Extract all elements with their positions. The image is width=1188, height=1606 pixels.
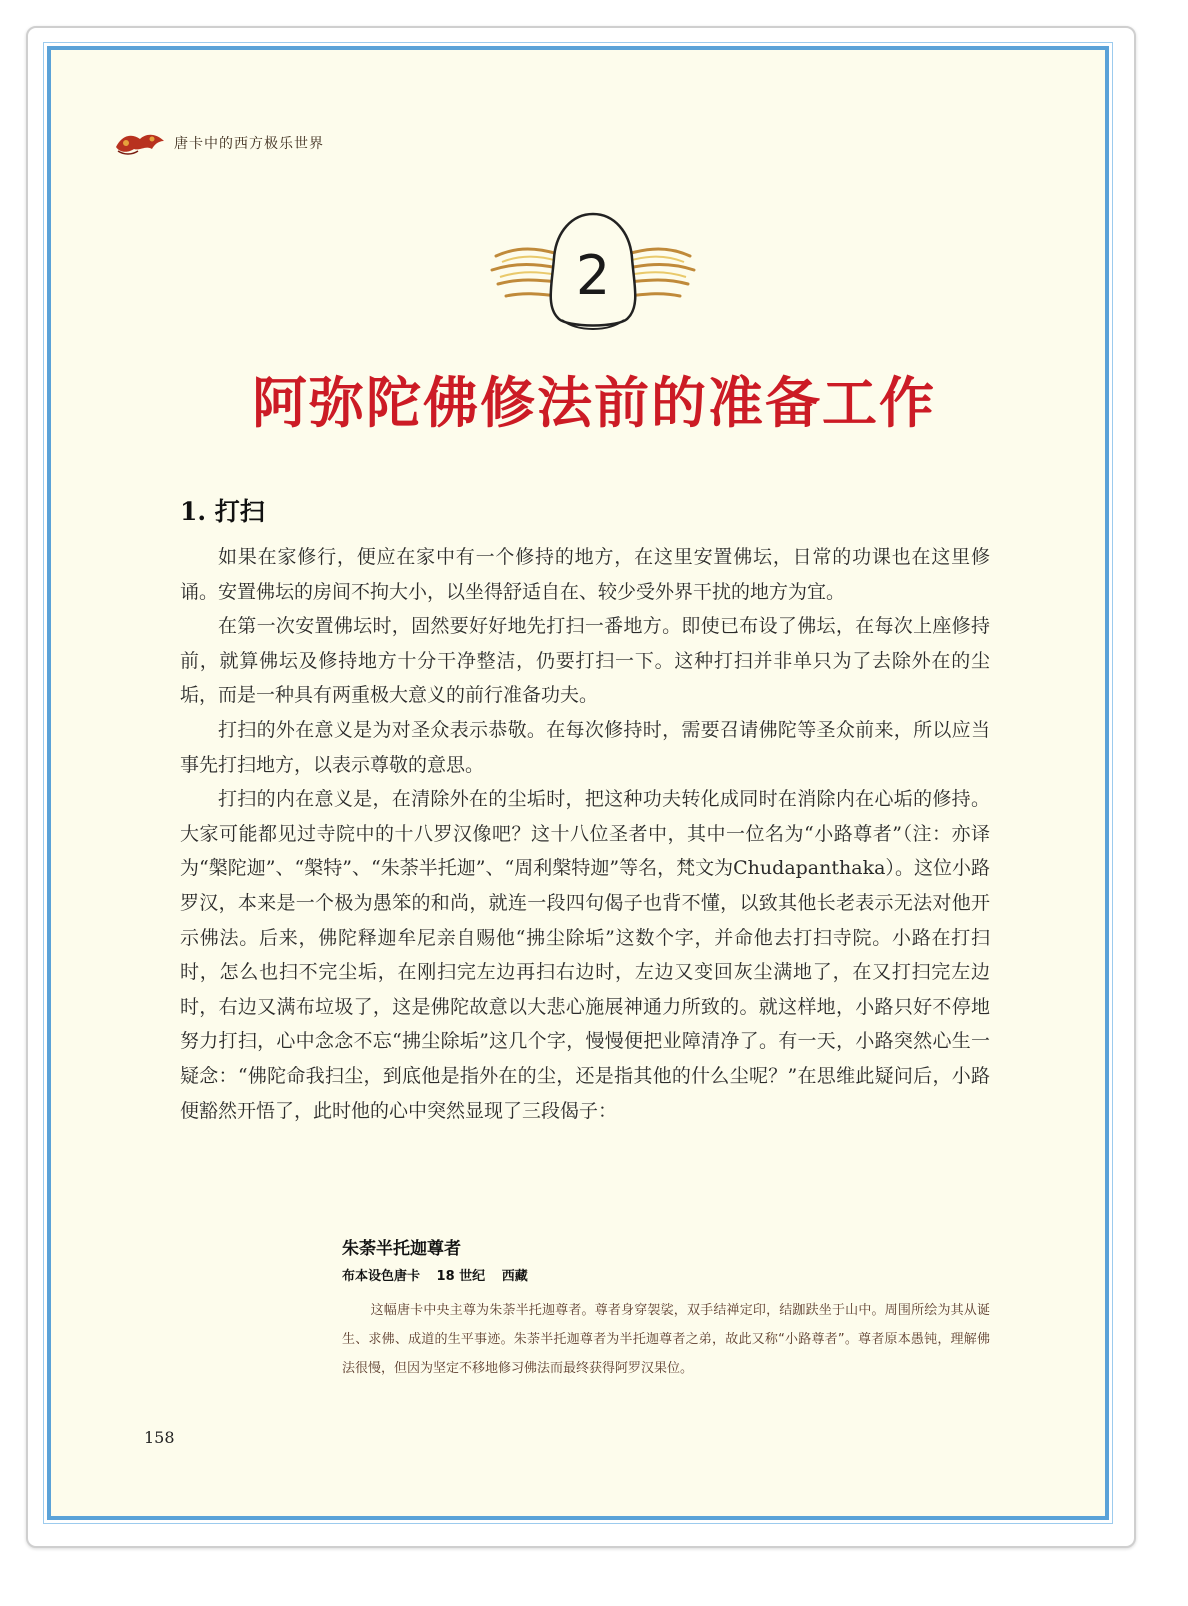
paragraph: 如果在家修行，便应在家中有一个修持的地方，在这里安置佛坛，日常的功课也在这里修诵。安置佛坛的房间不拘大小，以坐得舒适自在、较少受外界干扰的地方为宜。 xyxy=(180,546,990,603)
caption-medium: 布本设色唐卡 xyxy=(342,1269,421,1284)
paragraph: 在第一次安置佛坛时，固然要好好地先打扫一番地方。即使已布设了佛坛，在每次上座修持前，就算佛坛及修持地方十分干净整洁，仍要打扫一下。这种打扫并非单只为了去除外在的尘垢，而是一种具有两重极大意义的前行准备功夫。 xyxy=(180,615,990,707)
caption-title: 朱荼半托迦尊者 xyxy=(342,1239,461,1259)
body-text xyxy=(180,540,990,1128)
chapter-number: 2 xyxy=(575,244,611,307)
dragon-ornament-icon xyxy=(112,129,168,157)
paragraph: 打扫的内在意义是，在清除外在的尘垢时，把这种功夫转化成同时在消除内在心垢的修持。大家可能都见过寺院中的十八罗汉像吧？这十八位圣者中，其中一位名为“小路尊者”（注：亦译为“槃陀迦”、“槃特”、“朱荼半托迦”、“周利槃特迦”等名，梵文为Chudapanthaka）。这位小路罗汉，本来是一个极为愚笨的和尚，就连一段四句偈子也背不懂，以致其他长老表示无法对他开示佛法。后来，佛陀释迦牟尼亲自赐他“拂尘除垢”这数个字，并命他去打扫寺院。小路在打扫时，怎么也扫不完尘垢，在刚扫完左边再扫右边时，左边又变回灰尘满地了，在又打扫完左边时，右边又满布垃圾了，这是佛陀故意以大悲心施展神通力所致的。就这样地，小路只好不停地努力打扫，心中念念不忘“拂尘除垢”这几个字，慢慢便把业障清净了。有一天，小路突然心生一疑念：“佛陀命我扫尘，到底他是指外在的尘，还是指其他的什么尘呢？”在思维此疑问后，小路便豁然开悟了，此时他的心中突然显现了三段偈子： xyxy=(180,788,990,1122)
caption-meta xyxy=(342,1265,990,1284)
image-caption xyxy=(342,1234,990,1383)
caption-origin: 西藏 xyxy=(501,1269,528,1284)
page-number: 158 xyxy=(144,1428,175,1447)
running-header xyxy=(112,128,324,158)
paragraph: 打扫的外在意义是为对圣众表示恭敬。在每次修持时，需要召请佛陀等圣众前来，所以应当事先打扫地方，以表示尊敬的意思。 xyxy=(180,718,990,776)
running-header-text: 唐卡中的西方极乐世界 xyxy=(174,136,324,152)
chapter-title: 阿弥陀佛修法前的准备工作 xyxy=(251,370,936,435)
caption-century: 18 世纪 xyxy=(436,1269,486,1284)
caption-text: 这幅唐卡中央主尊为朱荼半托迦尊者。尊者身穿袈裟，双手结禅定印，结跏趺坐于山中。周围所绘为其从诞生、求佛、成道的生平事迹。朱荼半托迦尊者为半托迦尊者之弟，故此又称“小路尊者”。尊者原本愚钝，理解佛法很慢，但因为坚定不移地修习佛法而最终获得阿罗汉果位。 xyxy=(342,1303,990,1376)
section-heading: 1. 打扫 xyxy=(180,497,265,526)
